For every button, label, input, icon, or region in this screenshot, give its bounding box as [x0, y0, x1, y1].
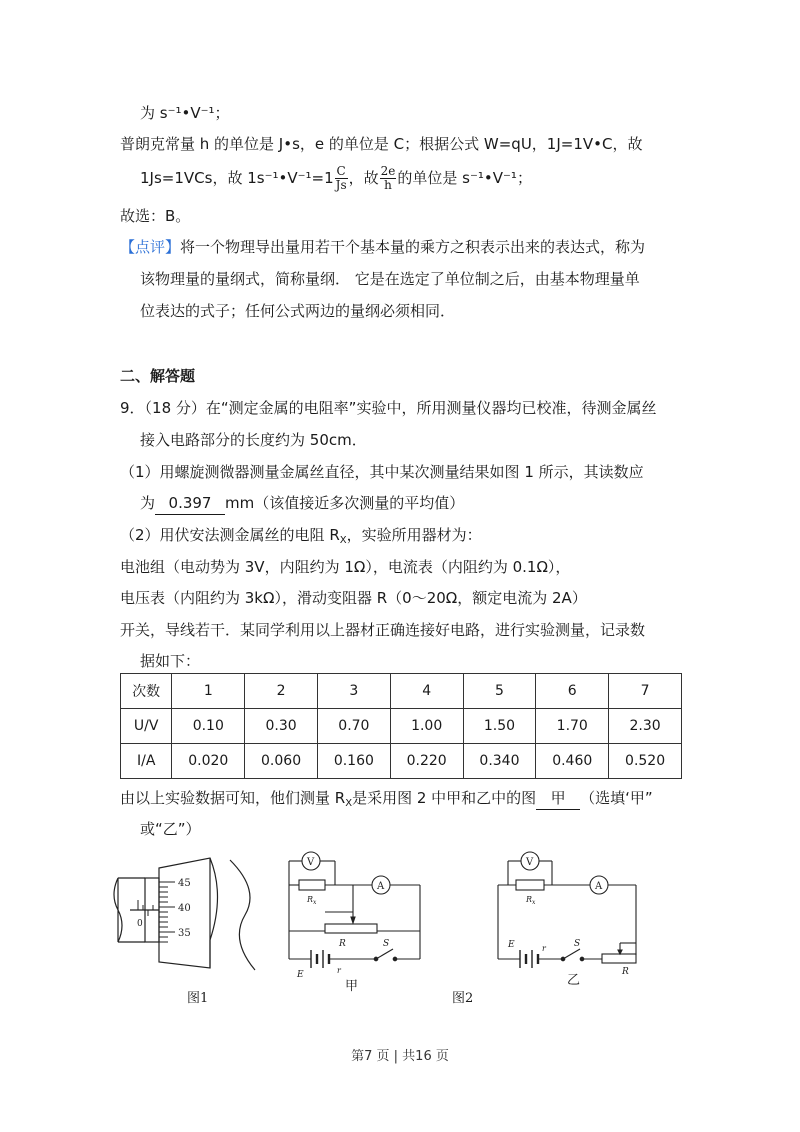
table-cell: I/A [121, 744, 172, 779]
text-line-3b: ，故 [348, 169, 379, 187]
rx-label: $R_x$ [526, 895, 536, 906]
table-cell: 0.020 [172, 744, 245, 779]
table-cell: 1.70 [536, 709, 609, 744]
table-cell: 0.340 [463, 744, 536, 779]
fraction-c-over-js: $\frac{C}{Js}$ [335, 164, 347, 192]
table-header-row [121, 674, 682, 709]
question-9-line-a: 9．（18 分）在“测定金属的电阻率”实验中，所用测量仪器均已校准，待测金属丝 [120, 399, 657, 417]
ammeter-icon: A [595, 881, 603, 892]
text-line-4: 故选：B。 [120, 207, 191, 225]
question-9-line-b: 接入电路部分的长度约为 50cm． [140, 431, 367, 449]
table-header-cell: 4 [390, 674, 463, 709]
table-cell: 0.060 [245, 744, 318, 779]
figure-1-caption: 图1 [187, 991, 209, 1006]
part-2-line-g: 或“乙”） [140, 820, 201, 838]
part-2-line-c: 电压表（内阻约为 3kΩ），滑动变阻器 R（0～20Ω，额定电流为 2A） [120, 589, 587, 607]
table-header-cell: 7 [609, 674, 682, 709]
table-header-cell: 3 [317, 674, 390, 709]
table-header-cell: 5 [463, 674, 536, 709]
text-line-6: 该物理量的量纲式，简称量纲． 它是在选定了单位制之后，由基本物理量单 [140, 270, 640, 288]
table-cell: 0.10 [172, 709, 245, 744]
part-2-line-d: 开关，导线若干．某同学利用以上器材正确连接好电路，进行实验测量，记录数 [120, 621, 646, 639]
text-line-5 [120, 236, 645, 258]
answer-blank-2: 甲 [536, 787, 580, 810]
table-cell: 0.30 [245, 709, 318, 744]
switch-label: S [383, 939, 390, 949]
table-cell: 0.220 [390, 744, 463, 779]
page-footer: 第7 页 | 共16 页 [351, 1049, 449, 1064]
table-cell: 0.70 [317, 709, 390, 744]
part-1-line-a: （1）用螺旋测微器测量金属丝直径，其中某次测量结果如图 1 所示，其读数应 [120, 463, 644, 481]
text-line-2: 普朗克常量 h 的单位是 J•s，e 的单位是 C；根据公式 W=qU，1J=1V•C，故 [120, 135, 643, 153]
emf-label: E [297, 970, 304, 980]
voltmeter-icon: V [526, 857, 534, 868]
circuit-jia-label: 甲 [345, 979, 359, 994]
table-header-cell: 1 [172, 674, 245, 709]
ammeter-icon: A [377, 881, 385, 892]
circuit-yi-label: 乙 [567, 973, 581, 988]
text-line-7: 位表达的式子；任何公式两边的量纲必须相同． [140, 302, 456, 320]
emf-label: E [508, 940, 515, 950]
table-row [121, 744, 682, 779]
answer-blank-1: 0.397 [155, 492, 225, 515]
section-title: 二、解答题 [120, 367, 196, 385]
part-2-line-a: （2）用伏安法测金属丝的电阻 $R_X$，实验所用器材为： [120, 526, 482, 546]
part-2-line-f: 由以上实验数据可知，他们测量 $R_X$是采用图 2 中甲和乙中的图 甲 （选填‘甲” [120, 789, 653, 809]
part-2-line-b: 电池组（电动势为 3V，内阻约为 1Ω），电流表（内阻约为 0.1Ω）， [120, 558, 571, 576]
table-cell: 2.30 [609, 709, 682, 744]
micrometer-figure [110, 850, 270, 980]
text-line-1: 为 s⁻¹•V⁻¹； [140, 104, 230, 122]
part-1-line-b: 为 0.397 mm（该值接近多次测量的平均值） [140, 492, 464, 515]
table-cell: U/V [121, 709, 172, 744]
switch-label: S [574, 939, 581, 949]
table-header-cell: 6 [536, 674, 609, 709]
rheostat-label: R [339, 939, 346, 949]
tick-label-0: 0 [137, 919, 143, 929]
tick-label-40: 40 [178, 903, 191, 914]
table-cell: 0.520 [609, 744, 682, 779]
figure-2-caption: 图2 [452, 991, 474, 1006]
table-header-cell: 2 [245, 674, 318, 709]
data-table [120, 673, 682, 779]
internal-resistance-label: r [542, 944, 546, 953]
table-row [121, 709, 682, 744]
table-cell: 0.460 [536, 744, 609, 779]
text-line-3 [140, 165, 532, 192]
voltmeter-icon: V [307, 857, 315, 868]
table-header-cell: 次数 [121, 674, 172, 709]
tick-label-45: 45 [178, 878, 191, 889]
circuit-yi [490, 847, 650, 977]
part-2-line-e: 据如下： [140, 652, 201, 670]
rheostat-label: R [622, 967, 629, 977]
internal-resistance-label: r [337, 966, 341, 975]
table-cell: 1.50 [463, 709, 536, 744]
table-cell: 0.160 [317, 744, 390, 779]
rx-label: $R_x$ [307, 895, 317, 906]
text-line-5-body: 将一个物理导出量用若干个基本量的乘方之积表示出来的表达式，称为 [180, 238, 646, 256]
fraction-2e-over-h: $\frac{2e}{h}$ [380, 164, 396, 192]
text-line-3c: 的单位是 s⁻¹•V⁻¹； [397, 169, 532, 187]
text-line-3a: 1Js=1VCs，故 1s⁻¹•V⁻¹=1 [140, 169, 334, 187]
tick-label-35: 35 [178, 928, 191, 939]
table-cell: 1.00 [390, 709, 463, 744]
circuit-jia [275, 847, 435, 987]
comment-tag: 【点评】 [120, 238, 181, 256]
